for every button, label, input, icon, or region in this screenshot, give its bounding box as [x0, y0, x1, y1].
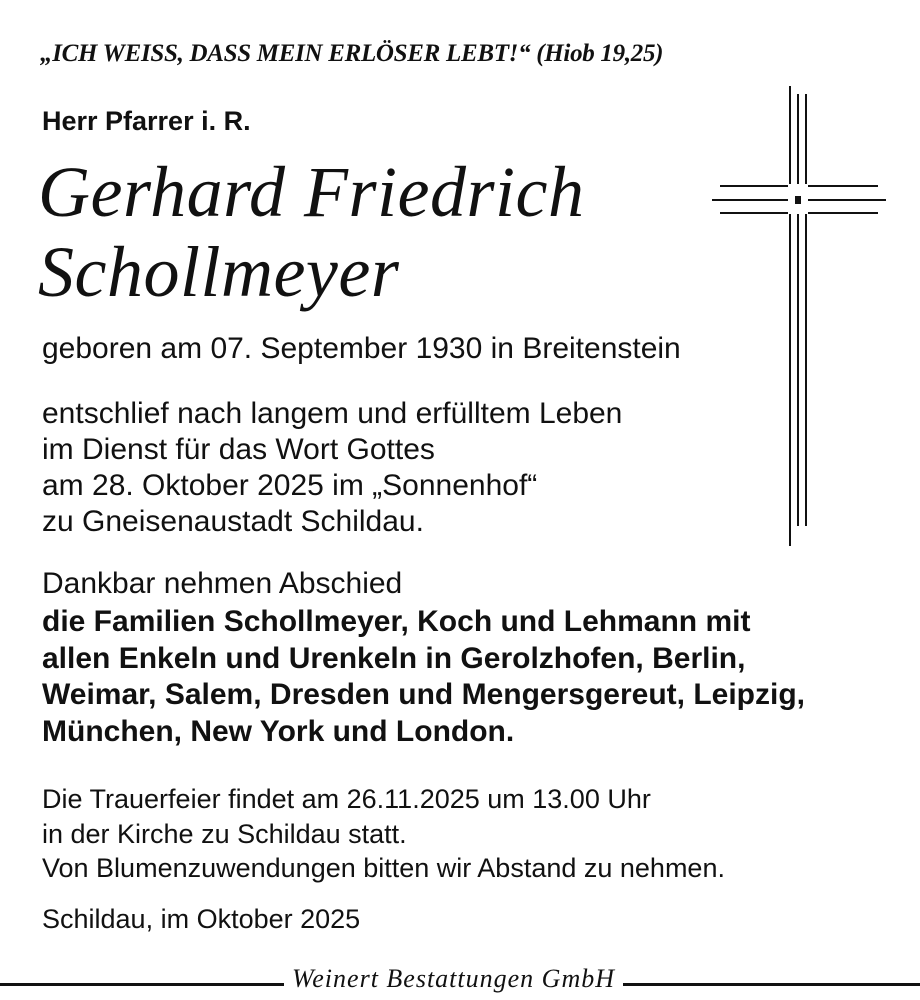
death-info-line: im Dienst für das Wort Gottes [42, 433, 435, 466]
death-info-line: am 28. Oktober 2025 im „Sonnenhof“ [42, 469, 538, 502]
cross-icon [710, 86, 890, 556]
mourning-families [42, 604, 805, 750]
families-line: Weimar, Salem, Dresden und Mengersgereut, Leipzig, [42, 678, 805, 711]
undertaker-signature: Weinert Bestattungen GmbH [284, 964, 623, 994]
death-info-line: zu Gneisenaustadt Schildau. [42, 505, 424, 538]
honorific-title: Herr Pfarrer i. R. [42, 106, 251, 136]
place-and-date: Schildau, im Oktober 2025 [42, 904, 361, 934]
name-line-1: Gerhard Friedrich [38, 152, 585, 232]
service-line: in der Kirche zu Schildau statt. [42, 818, 407, 849]
birth-info: geboren am 07. September 1930 in Breitenstein [42, 332, 681, 365]
death-info-line: entschlief nach langem und erfülltem Leben [42, 397, 623, 430]
service-line: Die Trauerfeier findet am 26.11.2025 um 13.00 Uhr [42, 784, 651, 814]
families-line: allen Enkeln und Urenkeln in Gerolzhofen, Berlin, [42, 641, 746, 675]
deceased-name [38, 152, 584, 312]
thanks-label: Dankbar nehmen Abschied [42, 567, 403, 600]
funeral-service-info [42, 782, 725, 886]
families-line: die Familien Schollmeyer, Koch und Lehmann mit [42, 605, 751, 638]
name-line-2: Schollmeyer [38, 232, 400, 312]
service-line: Von Blumenzuwendungen bitten wir Abstand zu nehmen. [42, 853, 725, 883]
bible-verse: „ICH WEISS, DASS MEIN ERLÖSER LEBT!“ (Hiob 19,25) [40, 40, 664, 67]
families-line: München, New York und London. [42, 714, 515, 748]
death-info [42, 396, 622, 540]
